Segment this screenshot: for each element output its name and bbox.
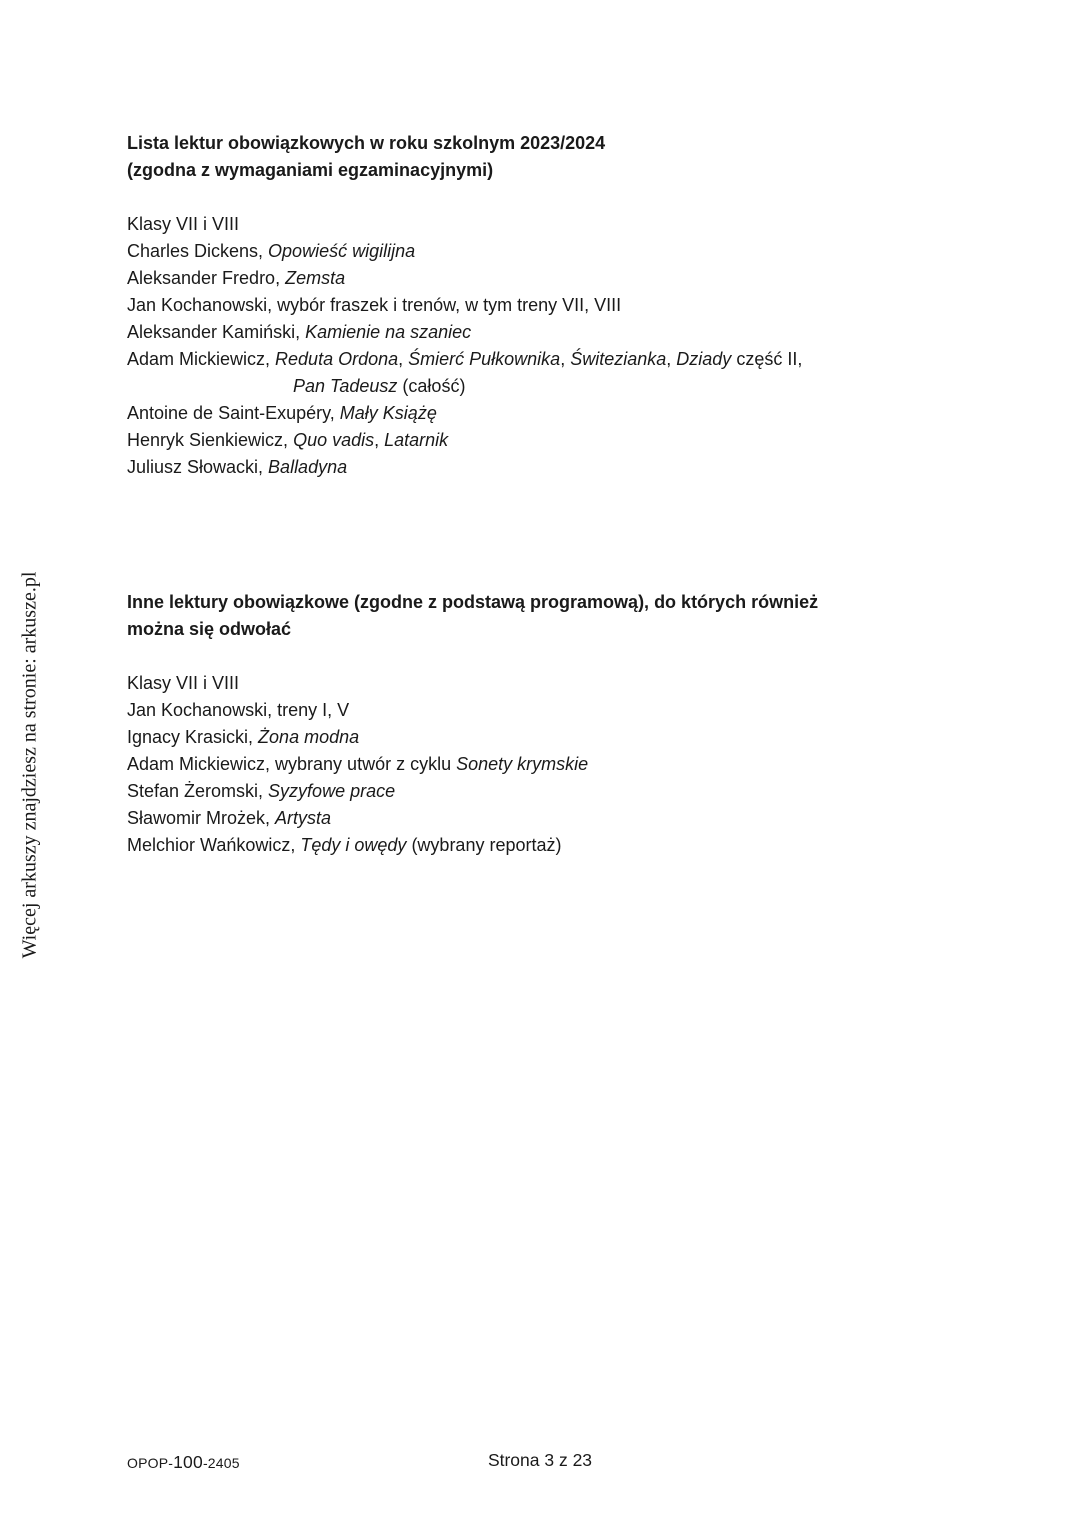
text-segment: , bbox=[560, 349, 571, 369]
work-title: Tędy i owędy bbox=[300, 835, 407, 855]
section1-title bbox=[127, 130, 977, 184]
work-title: Śmierć Pułkownika bbox=[408, 349, 561, 369]
list-item bbox=[127, 373, 977, 400]
text-segment: Henryk Sienkiewicz, bbox=[127, 430, 294, 450]
section2-title bbox=[127, 589, 977, 643]
work-title: Pan Tadeusz bbox=[293, 376, 398, 396]
list-item bbox=[127, 454, 977, 481]
spacer bbox=[127, 184, 977, 211]
section1-title-line2: (zgodna z wymaganiami egzaminacyjnymi) bbox=[127, 160, 494, 180]
list-item bbox=[127, 238, 977, 265]
list-item bbox=[127, 346, 977, 373]
text-segment: Melchior Wańkowicz, bbox=[127, 835, 301, 855]
work-title: Opowieść wigilijna bbox=[268, 241, 416, 261]
text-segment: Antoine de Saint-Exupéry, bbox=[127, 403, 340, 423]
work-title: Mały Książę bbox=[339, 403, 437, 423]
sidebar-watermark-text: Więcej arkuszy znajdziesz na stronie: arkusze.pl bbox=[18, 571, 41, 959]
work-title: Zemsta bbox=[285, 268, 346, 288]
work-title: Balladyna bbox=[268, 457, 348, 477]
text-segment: (wybrany reportaż) bbox=[406, 835, 562, 855]
text-segment: Sławomir Mrożek, bbox=[127, 808, 276, 828]
work-title: Artysta bbox=[275, 808, 332, 828]
spacer bbox=[127, 481, 977, 589]
work-title: Żona modna bbox=[258, 727, 360, 747]
text-segment: , bbox=[374, 430, 385, 450]
text-segment: Aleksander Kamiński, bbox=[127, 322, 306, 342]
section2-subtitle: Klasy VII i VIII bbox=[127, 673, 240, 693]
list-item bbox=[127, 805, 977, 832]
list-item bbox=[127, 265, 977, 292]
work-title: Quo vadis bbox=[293, 430, 375, 450]
page-content bbox=[127, 130, 977, 859]
work-title: Syzyfowe prace bbox=[268, 781, 396, 801]
list-item bbox=[127, 751, 977, 778]
section1-title-line1: Lista lektur obowiązkowych w roku szkolnym 2023/2024 bbox=[127, 133, 606, 153]
list-item bbox=[127, 778, 977, 805]
text-segment: Jan Kochanowski, wybór fraszek i trenów, w tym treny VII, VIII bbox=[127, 295, 622, 315]
page-number: Strona 3 z 23 bbox=[487, 1450, 593, 1470]
section1-subtitle: Klasy VII i VIII bbox=[127, 214, 240, 234]
list-item bbox=[127, 427, 977, 454]
section2-list bbox=[127, 697, 977, 859]
text-segment: Adam Mickiewicz, wybrany utwór z cyklu bbox=[127, 754, 457, 774]
list-item bbox=[127, 697, 977, 724]
list-item bbox=[127, 400, 977, 427]
work-title: Reduta Ordona bbox=[275, 349, 399, 369]
list-item bbox=[127, 319, 977, 346]
section2-title-line2: można się odwołać bbox=[127, 619, 292, 639]
document-code-part3: -2405 bbox=[202, 1455, 240, 1471]
document-code-part1: OPOP- bbox=[127, 1455, 174, 1471]
work-title: Sonety krymskie bbox=[456, 754, 589, 774]
text-segment: Charles Dickens, bbox=[127, 241, 269, 261]
text-segment: Stefan Żeromski, bbox=[127, 781, 269, 801]
work-title: Świtezianka bbox=[570, 349, 667, 369]
document-code-part2: 100 bbox=[173, 1452, 203, 1472]
list-item bbox=[127, 832, 977, 859]
work-title: Dziady bbox=[676, 349, 732, 369]
text-segment: , bbox=[398, 349, 409, 369]
text-segment: (całość) bbox=[397, 376, 466, 396]
work-title: Kamienie na szaniec bbox=[305, 322, 472, 342]
text-segment: Jan Kochanowski, treny I, V bbox=[127, 700, 350, 720]
text-segment: część II, bbox=[731, 349, 803, 369]
list-item bbox=[127, 724, 977, 751]
text-segment: , bbox=[666, 349, 677, 369]
section1-list bbox=[127, 238, 977, 481]
text-segment: Adam Mickiewicz, bbox=[127, 349, 276, 369]
spacer bbox=[127, 643, 977, 670]
text-segment: Juliusz Słowacki, bbox=[127, 457, 269, 477]
list-item bbox=[127, 292, 977, 319]
section2-title-line1: Inne lektury obowiązkowe (zgodne z podstawą programową), do których również bbox=[127, 592, 819, 612]
text-segment: Ignacy Krasicki, bbox=[127, 727, 259, 747]
work-title: Latarnik bbox=[384, 430, 449, 450]
text-segment: Aleksander Fredro, bbox=[127, 268, 286, 288]
